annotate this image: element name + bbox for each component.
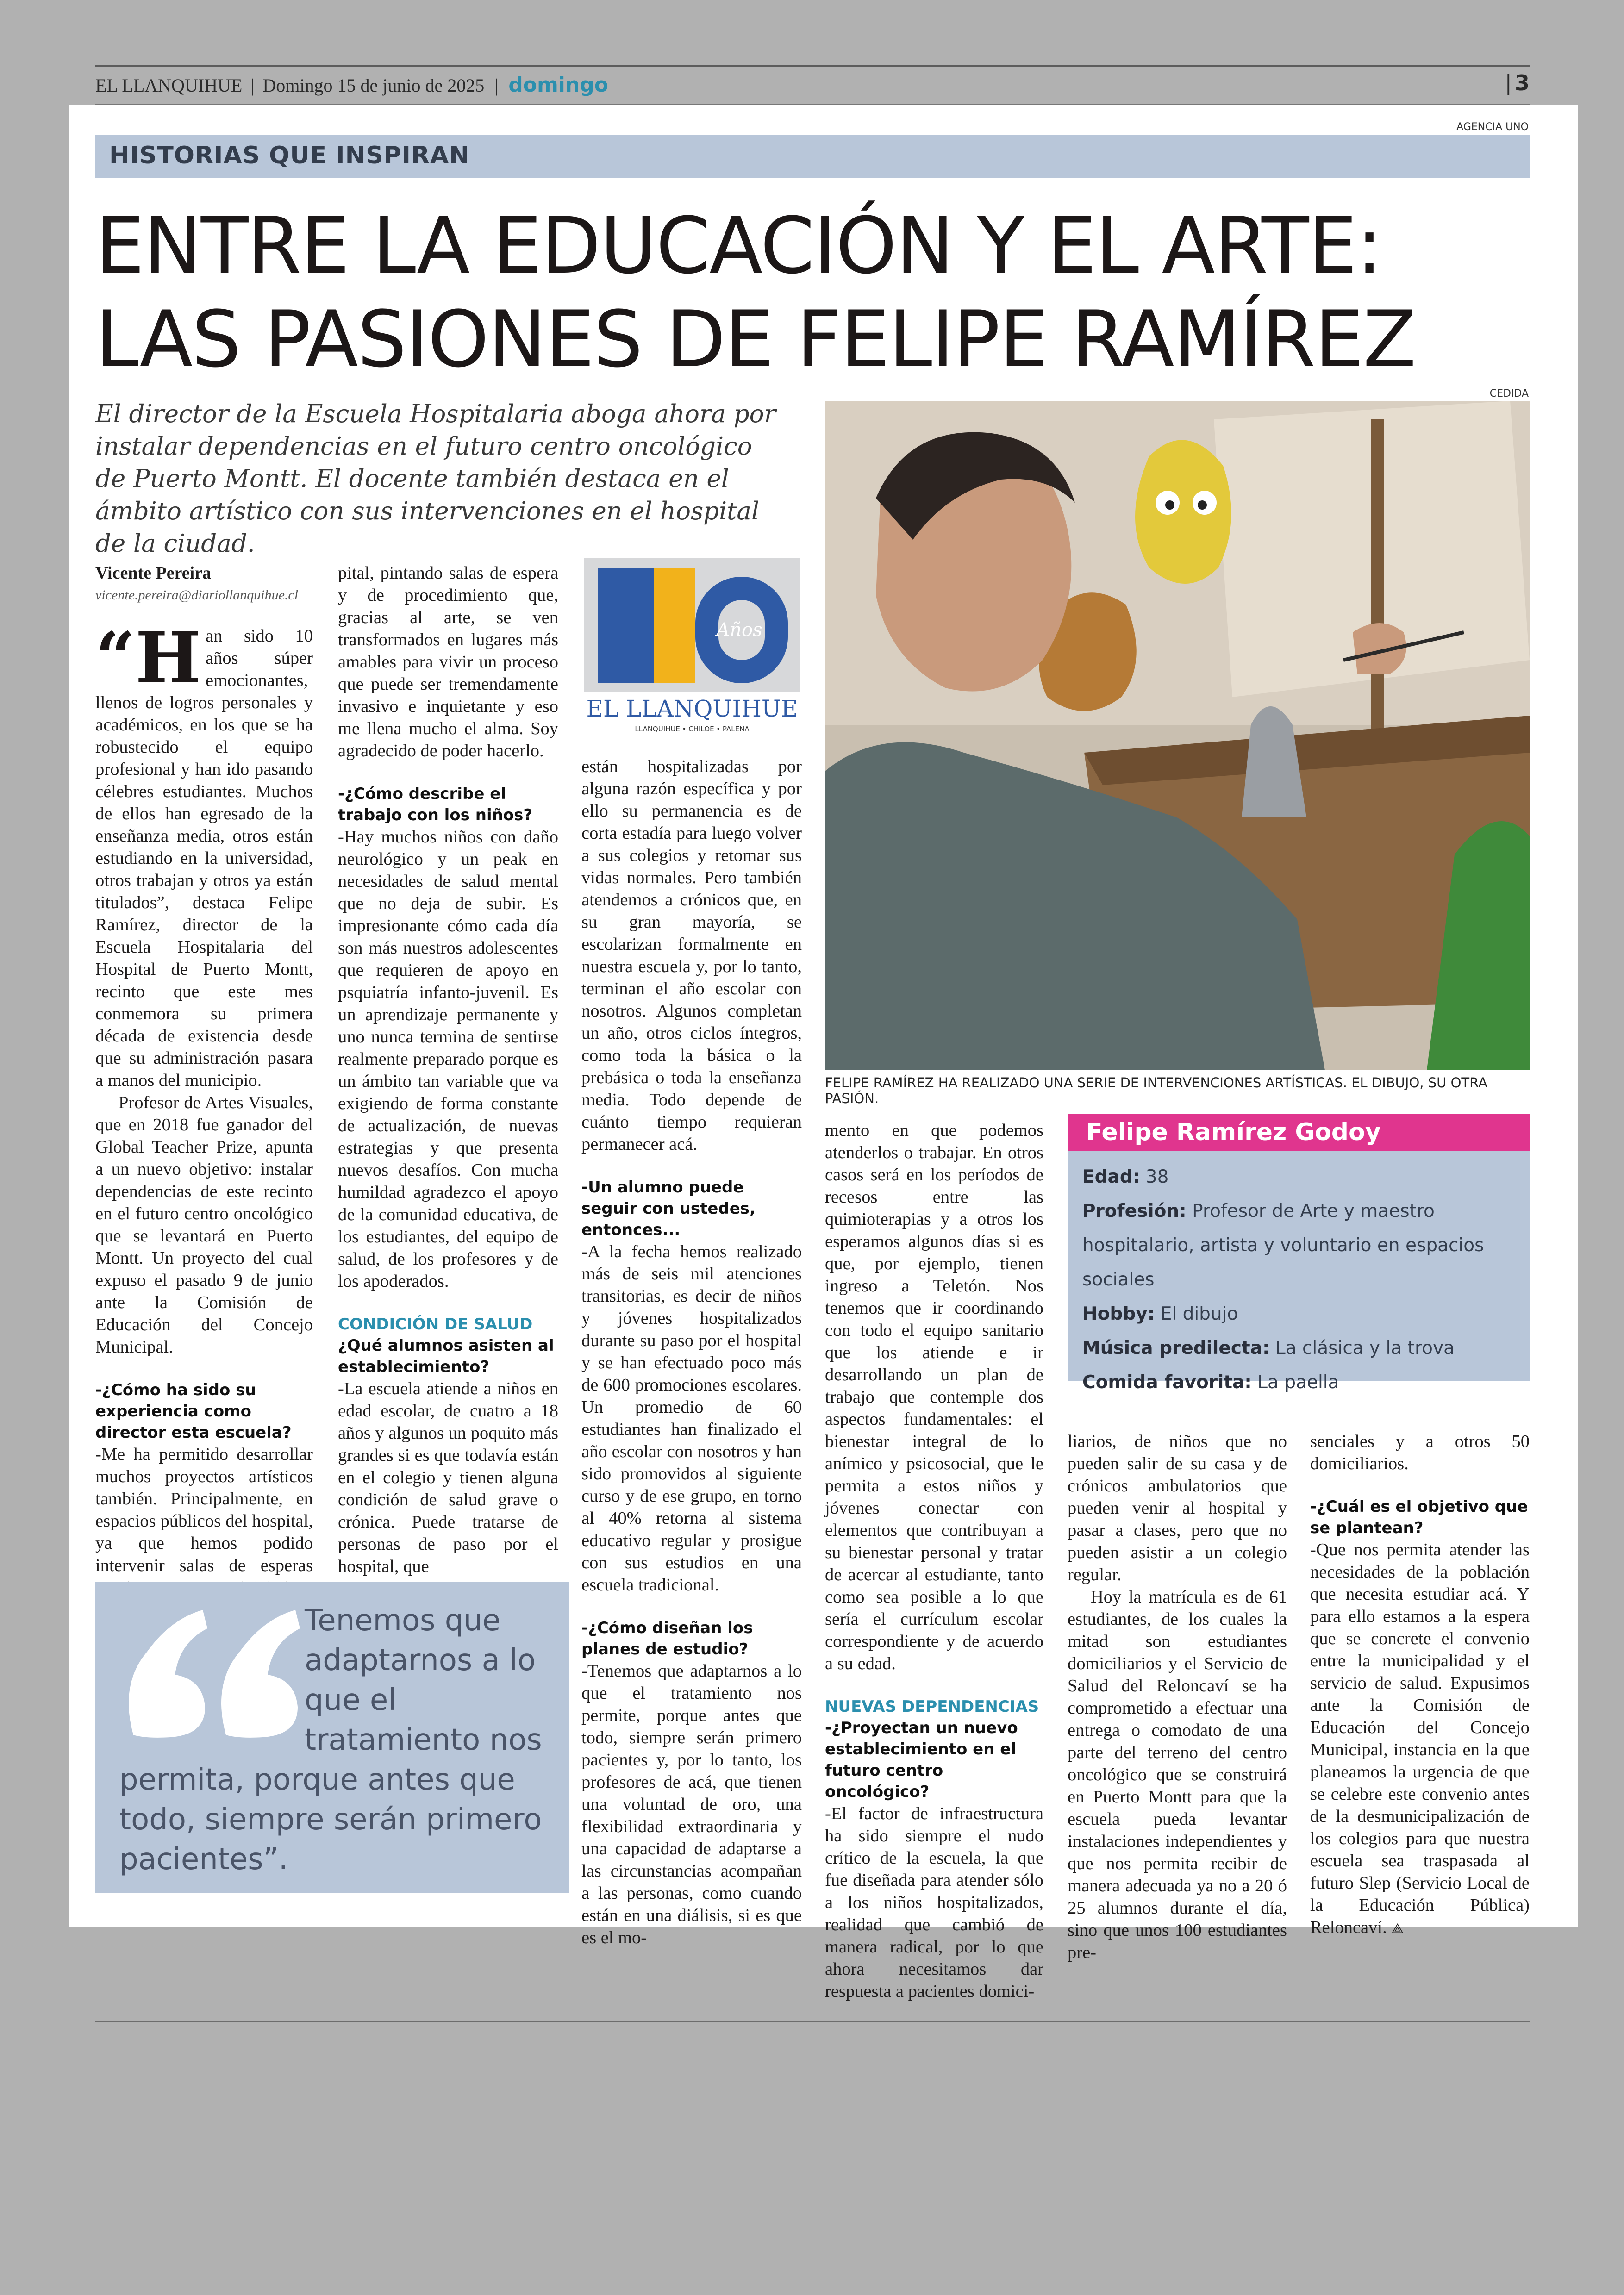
column-5	[1068, 1430, 1287, 1964]
interview-question: -¿Cómo ha sido su experiencia como director esta escuela?	[95, 1381, 292, 1442]
body-paragraph: senciales y a otros 50 domiciliarios.	[1310, 1432, 1530, 1473]
article-dek: El director de la Escuela Hospitalaria aboga ahora por instalar dependencias en el futuro centro oncológico de Puerto Montt. El docente también destaca en el ámbito artístico con sus intervenciones en el hospital de la ciudad.	[95, 400, 776, 558]
interview-answer: -El factor de infraestructura ha sido siempre el nudo crítico de la escuela, la que fue diseñada para atender sólo a los niños hospitalizados, realidad que cambió de manera radical, por lo que ahora necesitamos dar respuesta a pacientes domici-	[825, 1804, 1043, 2001]
column-3	[581, 755, 802, 1949]
profile-name: Felipe Ramírez Godoy	[1086, 1118, 1381, 1146]
logo-name: EL LLANQUIHUE	[586, 695, 798, 722]
article-photo	[825, 401, 1530, 1070]
photo-credit: CEDIDA	[1489, 388, 1529, 399]
profile-fields	[1082, 1160, 1518, 1400]
body-paragraph: mento en que podemos atenderlos o trabajar. En otros casos será en los períodos de recesos entre las quimioterapias y a otros los esperamos algunos días si es que, por ejemplo, tienen ingreso a Teletón. Nos tenemos que ir coordinando con todo el equipo sanitario que los atiende e ir desarrollando un plan de trabajo que contemple dos aspectos fundamentales: el bienestar integral de lo anímico y psicosocial, que le permita a estos niños y jóvenes conectar con elementos que contribuyan a su bienestar personal y tratar de acercar al estudiante, tanto como sea posible a lo que sería el currículum escolar correspondiente y de acuerdo a su edad.	[825, 1121, 1043, 1673]
byline-name: Vicente Pereira	[95, 563, 212, 583]
body-paragraph: pital, pintando salas de espera y de procedimiento que, gracias al arte, se ven transformados en lugares más amables para vivir un proceso que puede ser tremendamente invasivo e inquietante y eso me llena mucho el alma. Soy agradecido de poder hacerlo.	[338, 563, 558, 761]
photo-credit-top: AGENCIA UNO	[1456, 121, 1529, 133]
headline-line-2: LAS PASIONES DE FELIPE RAMÍREZ	[95, 294, 1416, 385]
body-paragraph: liarios, de niños que no pueden salir de su casa y de crónicos ambulatorios que pueden venir al hospital y pasar a clases, pero que no pueden asistir a un colegio regular.	[1068, 1432, 1287, 1584]
page-header	[95, 69, 1530, 106]
quote-mark-icon	[119, 1601, 305, 1740]
interview-question: -Un alumno puede seguir con ustedes, entonces...	[581, 1178, 756, 1239]
body-paragraph: están hospitalizadas por alguna razón específica y por ello su permanencia es de corta estadía para luego volver a sus colegios y retomar sus vidas normales. Pero también atendemos a crónicos que, en su gran mayoría, se escolarizan formalmente en nuestra escuela y, por lo tanto, terminan el año escolar con nosotros. Algunos completan un año, otros ciclos íntegros, como toda la básica o la prebásica o toda la enseñanza media. Todo depende de cuánto tiempo requieran permanecer acá.	[581, 757, 802, 1154]
logo-anos: Años	[716, 619, 762, 641]
pull-quote-box	[95, 1582, 569, 1893]
column-1	[95, 562, 313, 1665]
interview-answer: -A la fecha hemos realizado más de seis mil atenciones transitorias, es decir de niños y jóvenes hospitalizados durante su paso por el hospital y se han efectuado poco más de 600 promociones escolares. Un promedio de 60 estudiantes han finalizado el año escolar con nosotros y han sido promovidos al siguiente curso y de ese grupo, en torno al 40% retorna al sistema educativo regular y prosigue con sus estudios en una escuela tradicional.	[581, 1242, 802, 1595]
interview-answer: -Que nos permita atender las necesidades de la población que necesita estudiar acá. Y para ello estamos a la espera que se concrete el convenio entre la municipalidad y el servicio de salud. Expusimos ante la Comisión de Educación del Concejo Municipal, instancia en la que planeamos la urgencia de que se celebre este convenio antes de la desmunicipalización de los colegios para que nuestra escuela sea traspasada al futuro Slep (Servicio Local de la Educación Pública) Reloncaví. ⟁	[1310, 1540, 1530, 1937]
anniversary-logo	[584, 558, 800, 739]
body-paragraph: Profesor de Artes Visuales, que en 2018 fue ganador del Global Teacher Prize, apunta a un nuevo objetivo: instalar dependencias de este recinto en el futuro centro oncológico que se levantará en Puerto Montt. Un proyecto del cual expuso el pasado 9 de junio ante la Comisión de Educación del Concejo Municipal.	[95, 1093, 313, 1357]
profile-title-bar	[1068, 1114, 1530, 1151]
header-date: Domingo 15 de junio de 2025	[262, 75, 485, 96]
page-number: | 3	[1505, 70, 1530, 95]
interview-question: -¿Cuál es el objetivo que se plantean?	[1310, 1497, 1528, 1537]
headline	[95, 199, 1530, 386]
interview-question: -¿Proyectan un nuevo establecimiento en el futuro centro oncológico?	[825, 1719, 1018, 1801]
logo-tagline: LLANQUIHUE • CHILOÉ • PALENA	[635, 725, 750, 733]
profile-box	[1068, 1114, 1530, 1393]
interview-answer: -Tenemos que adaptarnos a lo que el tratamiento nos permite, porque antes que todo, siempre serán primero pacientes y, por lo tanto, los profesores de acá, que tienen una voluntad de oro, una flexibilidad extraordinaria y una capacidad de adaptarse a las circunstancias acompañan a las personas, como cuando están en una diálisis, si es que es el mo-	[581, 1661, 802, 1947]
header-edition: domingo	[508, 73, 608, 97]
pull-quote: Tenemos que adaptarnos a lo que el tratamiento nos permita, porque antes que todo, siempre serán primero pacientes”.	[119, 1601, 564, 1879]
column-4	[825, 1119, 1043, 2002]
interview-question: ¿Qué alumnos asisten al establecimiento?	[338, 1336, 554, 1376]
profile-age: Edad: 38	[1082, 1166, 1169, 1187]
end-mark: ⟁	[1391, 1921, 1404, 1937]
interview-question: -¿Cómo describe el trabajo con los niños?	[338, 785, 533, 824]
interview-answer: -La escuela atiende a niños en edad escolar, de cuatro a 18 años y algunos un poquito más grandes si es que todavía están en el colegio y tienen alguna condición de salud grave o crónica. Puede tratarse de personas de paso por el hospital, que	[338, 1379, 558, 1576]
profile-music: Música predilecta: La clásica y la trova	[1082, 1338, 1455, 1359]
header-paper: EL LLANQUIHUE	[95, 75, 243, 96]
byline-email: vicente.pereira@diariollanquihue.cl	[95, 587, 299, 603]
section-title: HISTORIAS QUE INSPIRAN	[109, 142, 470, 169]
interview-question: -¿Cómo diseñan los planes de estudio?	[581, 1619, 753, 1659]
column-6	[1310, 1430, 1530, 1940]
drop-cap: “H	[95, 617, 201, 698]
footer-rule	[95, 2021, 1530, 2022]
header-separator-2: |	[494, 75, 499, 96]
subheading: NUEVAS DEPENDENCIAS	[825, 1697, 1039, 1716]
subheading: CONDICIÓN DE SALUD	[338, 1315, 533, 1334]
header-rule-top	[95, 65, 1530, 67]
body-paragraph: Hoy la matrícula es de 61 estudiantes, de los cuales la mitad son estudiantes domiciliarios y el Servicio de Salud del Reloncaví se ha comprometido a efectuar una entrega o comodato de una parte del terreno del centro oncológico que se construirá en Puerto Montt para que la escuela pueda levantar instalaciones independientes y que nos permita recibir de manera adecuada ya no a 20 ó 25 alumnos durante el día, sino que unos 100 estudiantes pre-	[1068, 1587, 1287, 1962]
interview-answer: -Me ha permitido desarrollar muchos proyectos artísticos también. Principalmente, en espacios públicos del hospital, ya que hemos podido intervenir salas de esperas	[95, 1445, 313, 1575]
photo-illustration	[825, 401, 1530, 1070]
column-2	[338, 562, 558, 1578]
interview-answer: -Hay muchos niños con daño neurológico y un peak en necesidades de salud mental que no deja de subir. Es impresionante cómo cada día son más nuestros adolescentes que requieren de apoyo en psquiatría infanto-juvenil. Es un aprendizaje permanente y uno nunca termina de sentirse realmente preparado porque es un ámbito tan variable que va exigiendo de forma constante de actualización, de nuevas estrategias y que presenta nuevos desafíos. Con mucha humildad agradezco el apoyo de la comunidad educativa, de los estudiantes, del equipo de salud, de los profesores y de los apoderados.	[338, 827, 558, 1291]
photo-caption: FELIPE RAMÍREZ HA REALIZADO UNA SERIE DE INTERVENCIONES ARTÍSTICAS. EL DIBUJO, SU OTRA PASIÓN.	[825, 1075, 1487, 1106]
intro-paragraph: “H an sido 10 años súper emocionantes, llenos de logros personales y académicos, en los que se ha robustecido el equipo profesional y han ido pasando célebres estudiantes. Muchos de ellos han egresado de la enseñanza media, otros están estudiando en la universidad, otros trabajan y otros ya están titulados”, destaca Felipe Ramírez, director de la Escuela Hospitalaria del Hospital de Puerto Montt, recinto que este mes conmemora su primera década de existencia desde que su administración pasara a manos del municipio.	[95, 617, 313, 1090]
section-banner	[95, 135, 1530, 178]
header-separator: |	[250, 75, 255, 96]
headline-line-1: ENTRE LA EDUCACIÓN Y EL ARTE:	[95, 200, 1382, 291]
profile-hobby: Hobby: El dibujo	[1082, 1303, 1238, 1324]
profile-food: Comida favorita: La paella	[1082, 1372, 1339, 1393]
profile-profession: Profesión: Profesor de Arte y maestro hospitalario, artista y voluntario en espacios sociales	[1082, 1201, 1484, 1290]
